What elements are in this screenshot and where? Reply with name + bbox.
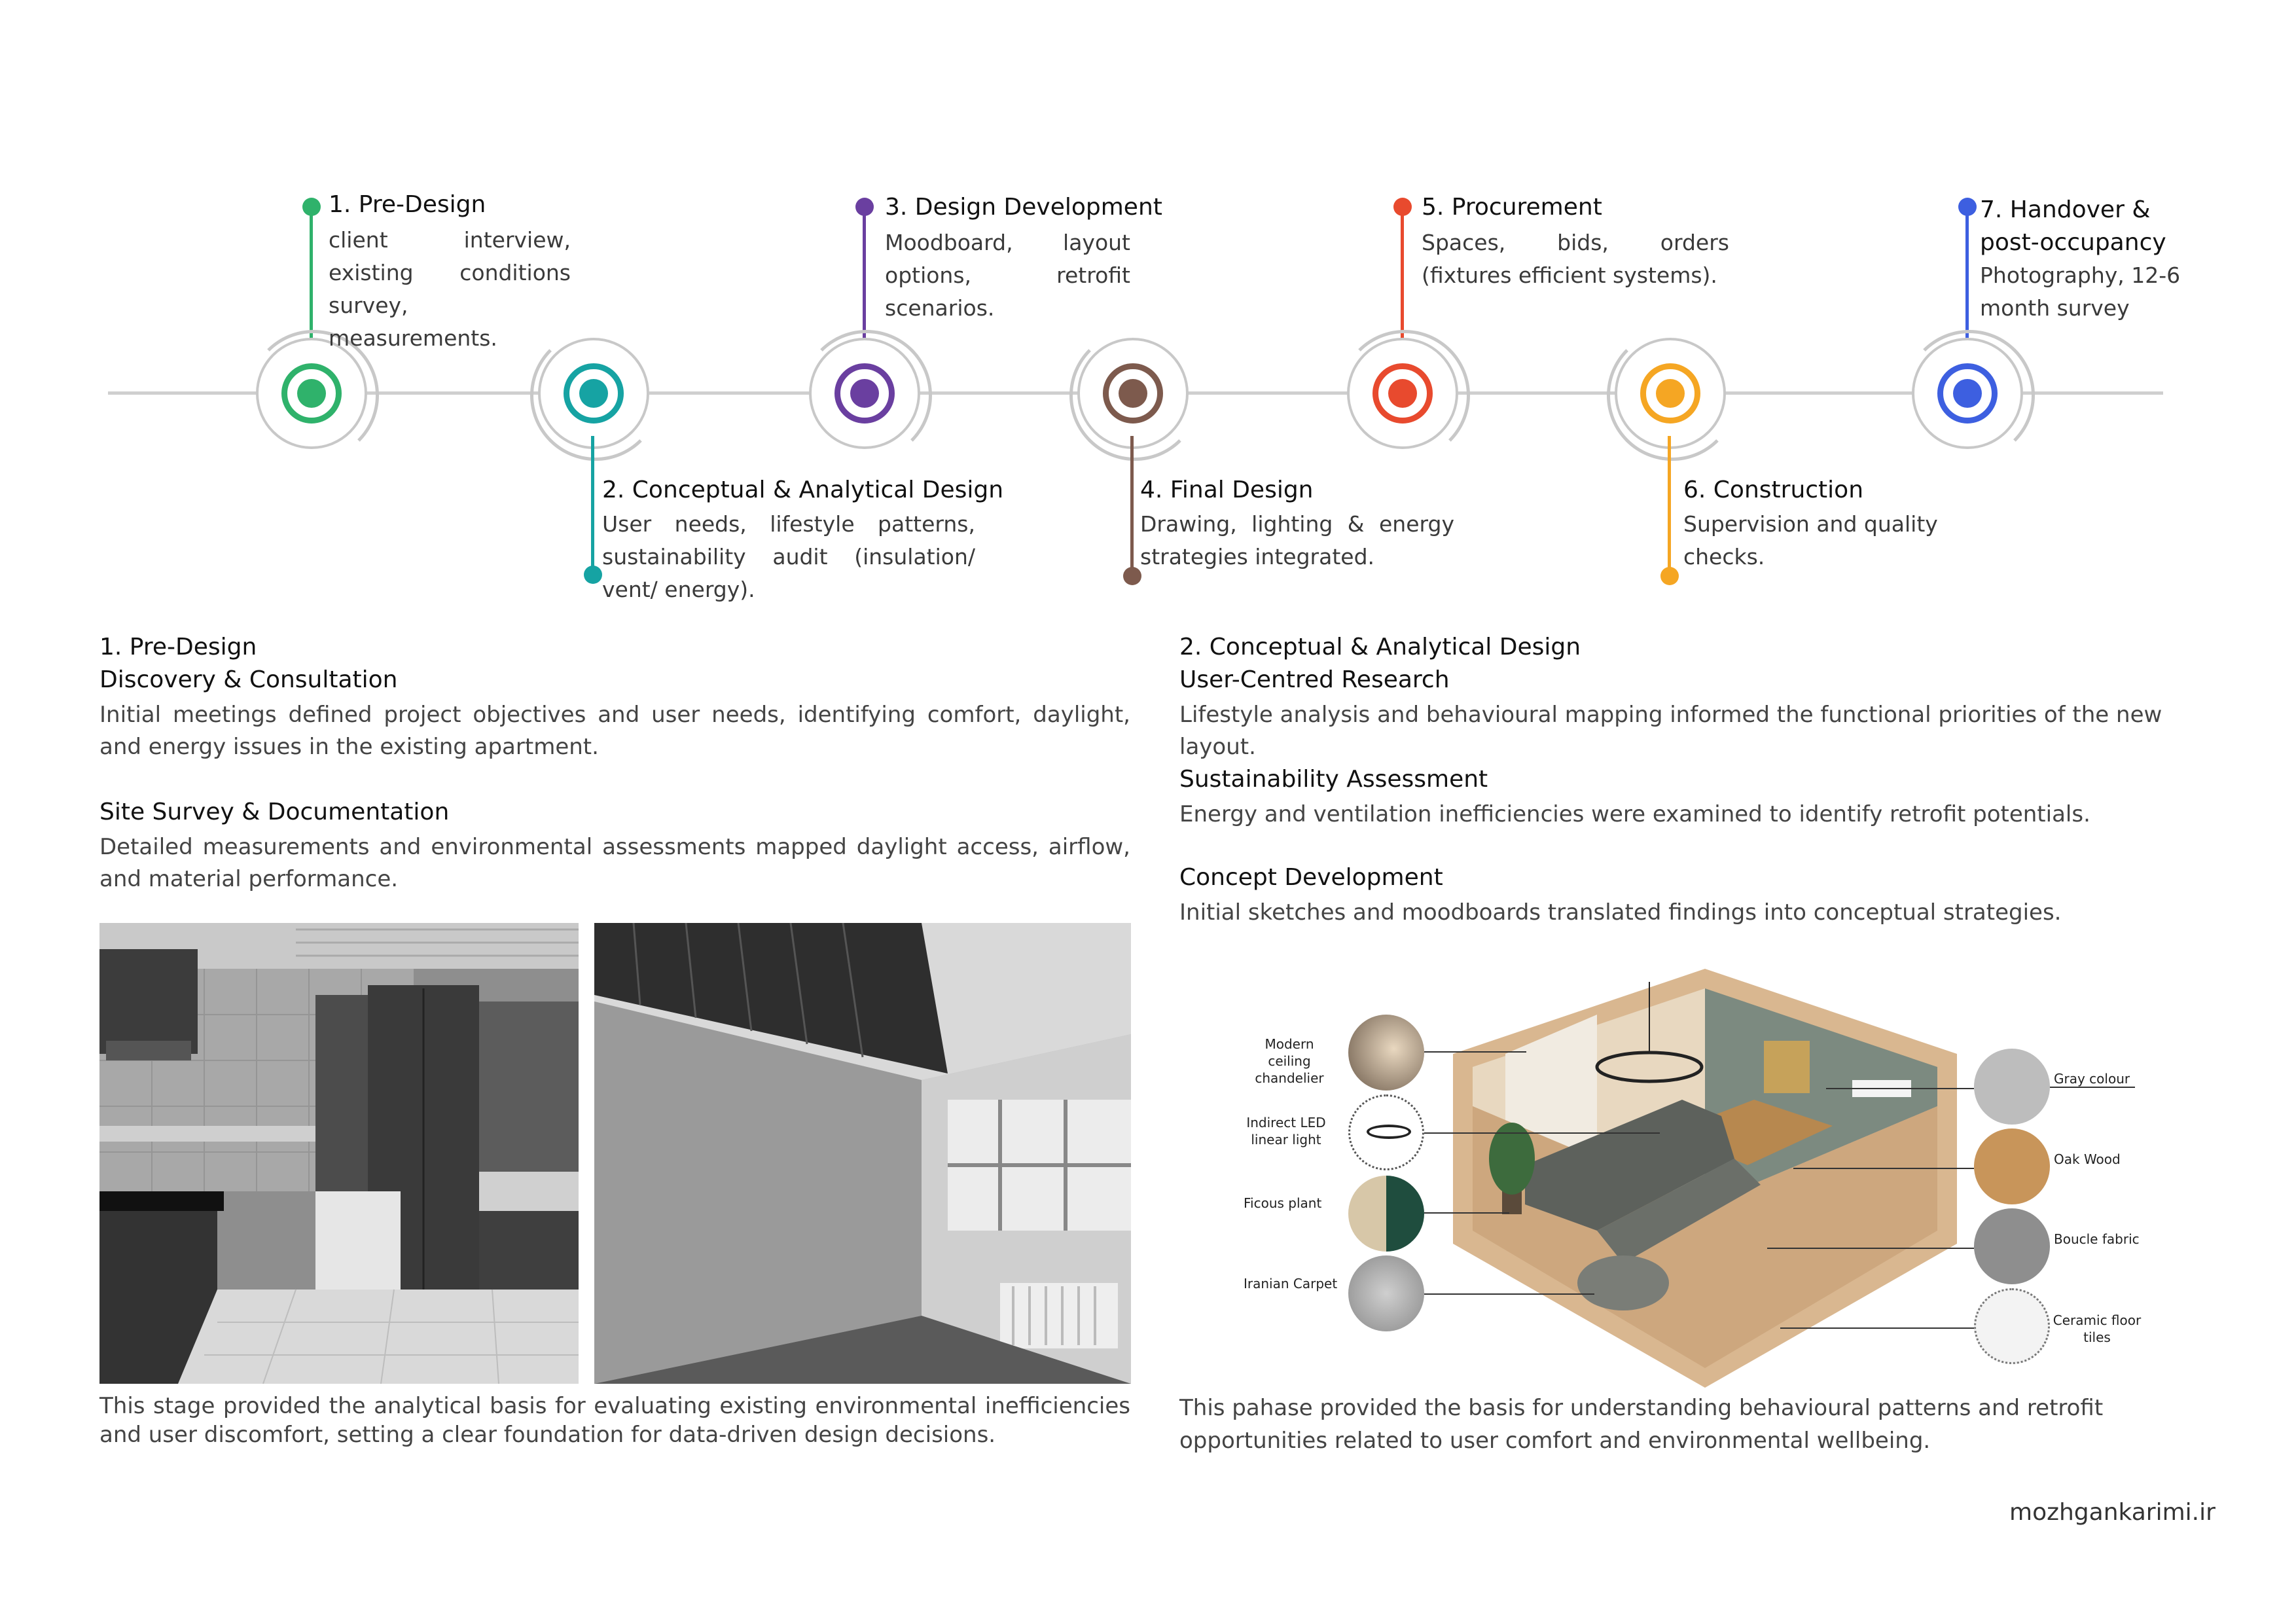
left-sub2: Site Survey & Documentation [99, 799, 450, 825]
stage-4-pin [1123, 567, 1141, 585]
label-oak: Oak Wood [2054, 1151, 2121, 1167]
stage-6-desc: Supervision and quality checks. [1683, 511, 1938, 569]
label-boucle: Boucle fabric [2054, 1231, 2140, 1247]
stage-2-desc: User needs, lifestyle patterns, sustainability audit (insulation/ vent/ energy). [602, 511, 975, 602]
label-underline-right [2050, 1087, 2135, 1088]
oak-wood-swatch [1974, 1128, 2050, 1204]
stage-7-desc: Photography, 12-6 month survey [1980, 262, 2181, 321]
carpet-swatch [1348, 1255, 1424, 1331]
right-para1: Lifestyle analysis and behavioural mapping informed the functional priorities of the new layout. [1179, 702, 2162, 760]
stage-4-stem [1130, 436, 1134, 575]
right-heading: 2. Conceptual & Analytical Design [1179, 634, 1581, 660]
stage-3-node[interactable] [809, 338, 920, 449]
stage-5-title: 5. Procurement [1422, 194, 1602, 221]
stage-1-pin [302, 198, 321, 216]
stage-4-title: 4. Final Design [1140, 477, 1314, 503]
stage-6-title: 6. Construction [1683, 477, 1864, 503]
leader-oak [1793, 1168, 1974, 1169]
stage-7-pin [1958, 198, 1977, 216]
leader-gray [1826, 1088, 1974, 1089]
stage-1-title: 1. Pre-Design [329, 191, 486, 218]
label-chandelier: Modern ceiling chandelier [1255, 1036, 1324, 1086]
plant-swatch [1348, 1176, 1424, 1252]
left-para2: Detailed measurements and environmental assessments mapped daylight access, airflow, and material performance. [99, 834, 1130, 892]
leader-led [1424, 1132, 1660, 1134]
leader-carpet [1424, 1293, 1594, 1295]
stage-1-desc: client interview, existing conditions survey, measurements. [329, 227, 571, 351]
label-led: Indirect LED linear light [1246, 1115, 1326, 1147]
ceramic-tile-swatch [1974, 1288, 2050, 1364]
right-sub1: User-Centred Research [1179, 666, 1450, 693]
stage-7-title: 7. Handover & post-occupancy [1980, 196, 2166, 256]
left-caption: This stage provided the analytical basis for evaluating existing environmental inefficiencies and user discomfort, setting a clear foundation for data-driven design decisions. [99, 1393, 1130, 1448]
boucle-fabric-swatch [1974, 1208, 2050, 1284]
stage-3-title: 3. Design Development [885, 194, 1162, 221]
leader-chandelier [1424, 1051, 1526, 1053]
left-para1: Initial meetings defined project objectives and user needs, identifying comfort, daylight, and energy issues in the existing apartment. [99, 702, 1130, 760]
label-plant: Ficous plant [1244, 1195, 1322, 1211]
stage-2-stem [591, 436, 594, 572]
stage-6-node[interactable] [1615, 338, 1726, 449]
stage-5-pin [1393, 198, 1412, 216]
stage-7-node[interactable] [1912, 338, 2023, 449]
label-tiles: Ceramic floor tiles [2053, 1312, 2142, 1345]
right-sub2: Sustainability Assessment [1179, 766, 1488, 793]
stage-4-node[interactable] [1077, 338, 1189, 449]
left-heading: 1. Pre-Design [99, 634, 257, 660]
label-carpet: Iranian Carpet [1244, 1276, 1338, 1291]
stage-4-desc: Drawing, lighting & energy strategies integrated. [1140, 511, 1454, 569]
moodboard-illustration [1433, 969, 1977, 1401]
kitchen-photo [99, 923, 579, 1384]
stage-2-pin [584, 566, 602, 584]
label-gray: Gray colour [2054, 1071, 2130, 1087]
leader-tiles [1780, 1327, 1974, 1329]
site-url[interactable]: mozhgankarimi.ir [2009, 1499, 2215, 1526]
led-ring-icon [1367, 1125, 1411, 1139]
stage-5-desc: Spaces, bids, orders (fixtures efficient systems). [1422, 230, 1729, 288]
left-sub1: Discovery & Consultation [99, 666, 398, 693]
leader-boucle [1767, 1248, 1974, 1249]
stage-3-desc: Moodboard, layout options, retrofit scenarios. [885, 230, 1130, 321]
stage-6-pin [1660, 567, 1679, 585]
room-photo [594, 923, 1131, 1384]
right-caption: This pahase provided the basis for understanding behavioural patterns and retrofit opportunities related to user comfort and environmental wellbeing. [1179, 1395, 2104, 1454]
right-sub3: Concept Development [1179, 864, 1443, 891]
gray-colour-swatch [1974, 1049, 2050, 1125]
leader-plant [1424, 1212, 1509, 1214]
chandelier-swatch [1348, 1015, 1424, 1091]
stage-2-title: 2. Conceptual & Analytical Design [602, 477, 1004, 503]
stage-2-node[interactable] [538, 338, 649, 449]
stage-6-stem [1668, 436, 1671, 575]
right-para3: Initial sketches and moodboards translated findings into conceptual strategies. [1179, 899, 2062, 926]
stage-3-pin [855, 198, 874, 216]
stage-5-node[interactable] [1347, 338, 1458, 449]
right-para2: Energy and ventilation inefficiencies were examined to identify retrofit potentials. [1179, 801, 2090, 827]
